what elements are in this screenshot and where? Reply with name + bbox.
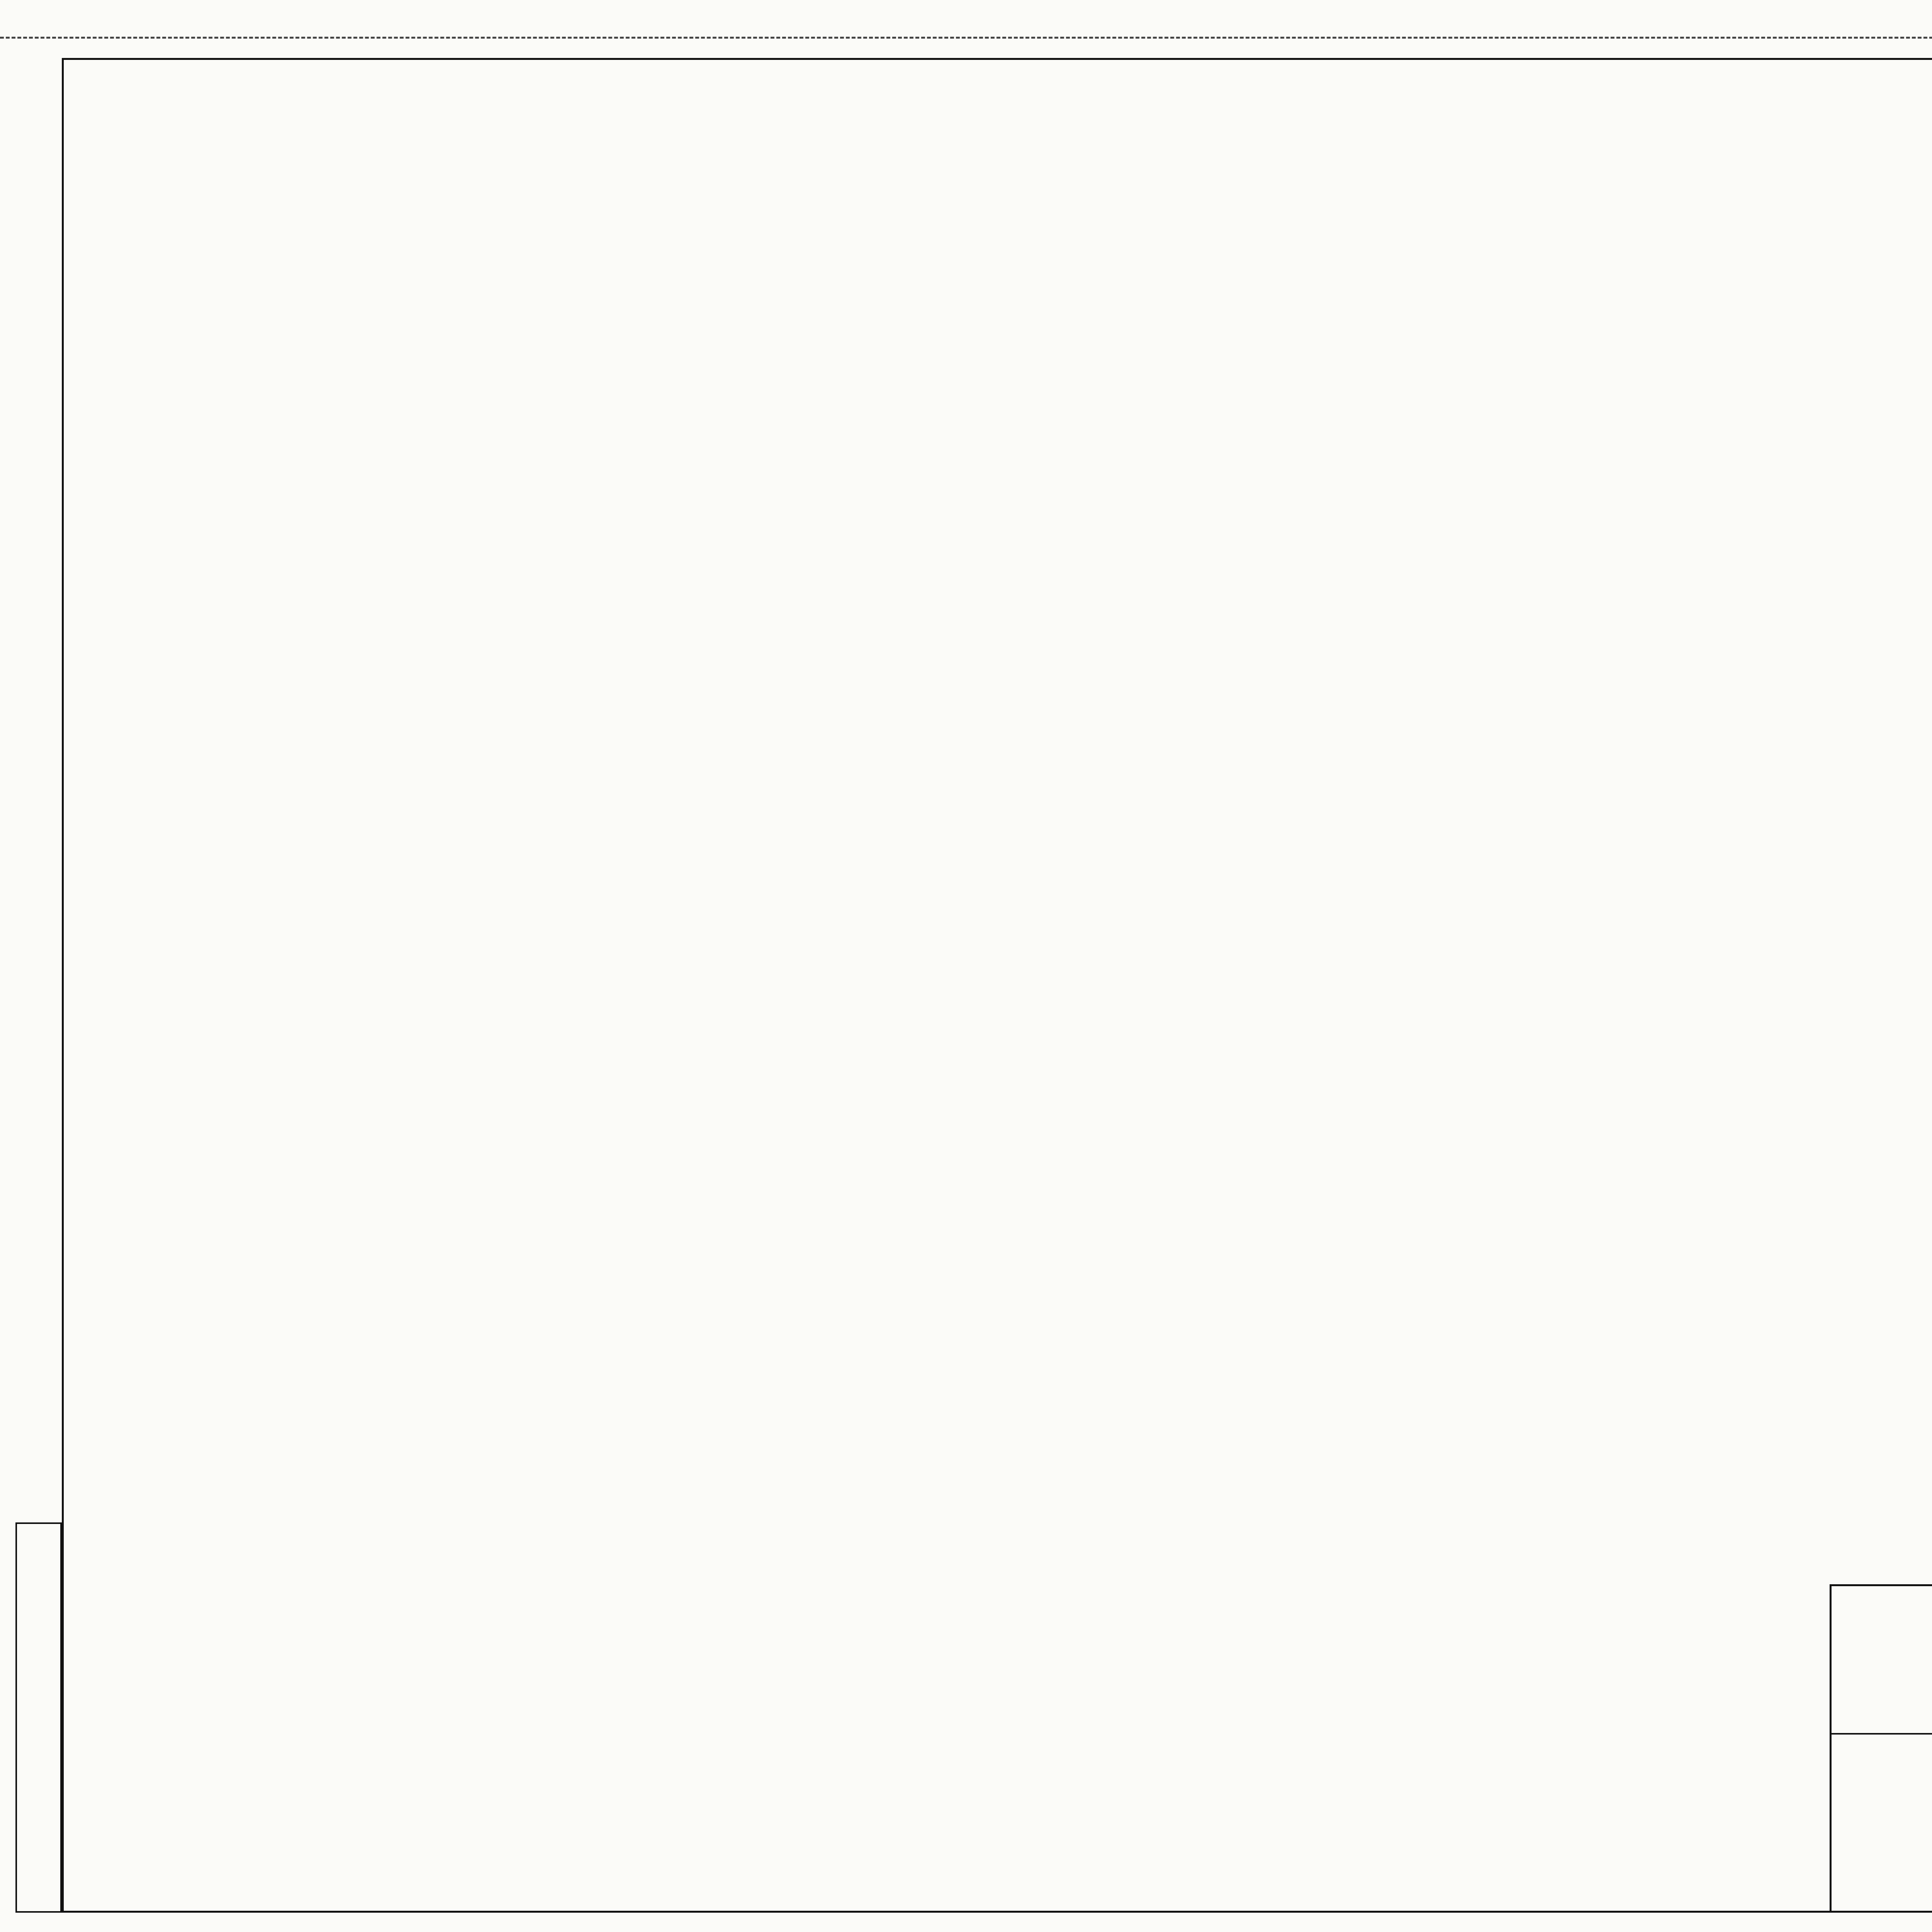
left-stamp: [15, 1522, 62, 1913]
tb-hline: [1832, 1733, 1932, 1735]
top-cut-line: [0, 37, 1932, 39]
sheet-frame: [62, 58, 1932, 1913]
title-block: [1830, 1584, 1932, 1913]
